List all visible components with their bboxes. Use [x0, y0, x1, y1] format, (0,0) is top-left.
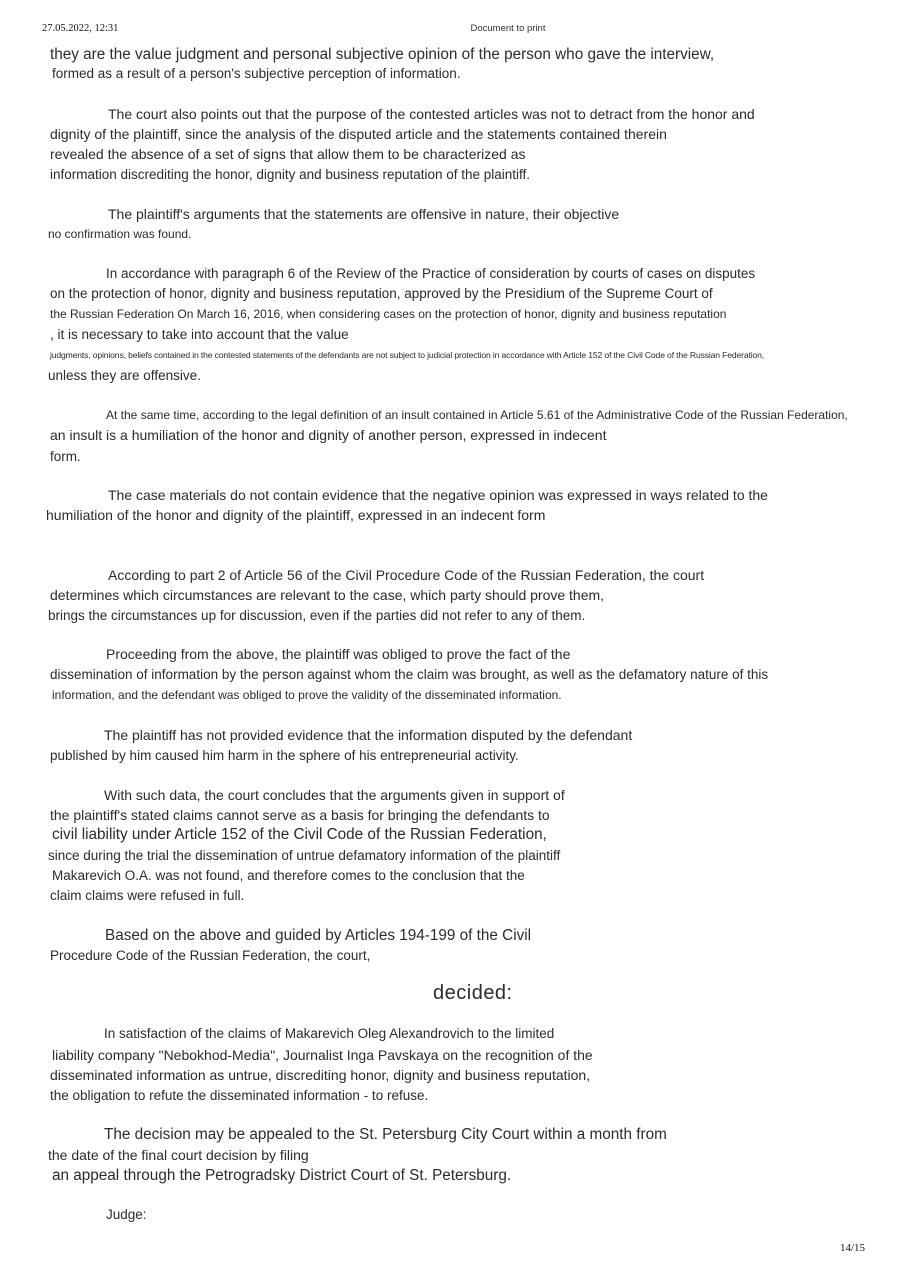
text-line: In accordance with paragraph 6 of the Review of the Practice of consideration by courts of cases on disputes	[106, 266, 756, 281]
text-line: on the protection of honor, dignity and business reputation, approved by the Presidium of the Supreme Court of	[50, 286, 713, 301]
text-line: the obligation to refute the disseminated information - to refuse.	[50, 1088, 429, 1103]
text-line: dissemination of information by the person against whom the claim was brought, as well as the defamatory nature of this	[50, 667, 769, 682]
decision-heading: decided:	[433, 982, 513, 1004]
text-line: The case materials do not contain evidence that the negative opinion was expressed in ways related to the	[108, 487, 768, 503]
text-line: disseminated information as untrue, discrediting honor, dignity and business reputation,	[50, 1067, 591, 1083]
text-line: an insult is a humiliation of the honor and dignity of another person, expressed in indecent	[50, 427, 607, 443]
text-line: Makarevich O.A. was not found, and therefore comes to the conclusion that the	[52, 868, 525, 883]
text-line: unless they are offensive.	[48, 368, 201, 383]
text-line: Based on the above and guided by Articles 194-199 of the Civil	[105, 927, 532, 944]
text-line: information discrediting the honor, dignity and business reputation of the plaintiff.	[50, 167, 531, 182]
text-line: liability company "Nebokhod-Media", Journalist Inga Pavskaya on the recognition of the	[52, 1047, 593, 1063]
text-line: the plaintiff's stated claims cannot serve as a basis for bringing the defendants to	[50, 807, 550, 823]
text-line: At the same time, according to the legal definition of an insult contained in Article 5.61 of the Administrative Code of the Russian Federation,	[106, 408, 848, 422]
text-line: brings the circumstances up for discussion, even if the parties did not refer to any of them.	[48, 608, 586, 623]
text-line: dignity of the plaintiff, since the analysis of the disputed article and the statements contained therein	[50, 126, 667, 142]
text-line: humiliation of the honor and dignity of the plaintiff, expressed in an indecent form	[46, 507, 546, 523]
text-line: the Russian Federation On March 16, 2016, when considering cases on the protection of honor, dignity and business reputation	[50, 307, 727, 321]
page-number: 14/15	[839, 1242, 865, 1254]
text-line: claim claims were refused in full.	[50, 888, 245, 903]
text-line: no confirmation was found.	[48, 227, 192, 241]
text-line: the date of the final court decision by filing	[48, 1147, 309, 1163]
text-line: According to part 2 of Article 56 of the Civil Procedure Code of the Russian Federation, the court	[108, 567, 705, 583]
text-line: judgments, opinions, beliefs contained in the contested statements of the defendants are not subject to judicial protection in accordance with Article 152 of the Civil Code of the Russian Federation,	[50, 350, 764, 360]
text-line: With such data, the court concludes that the arguments given in support of	[104, 787, 565, 803]
text-line: determines which circumstances are relevant to the case, which party should prove them,	[50, 587, 605, 603]
judge-label: Judge:	[106, 1207, 147, 1222]
text-line: Proceeding from the above, the plaintiff was obliged to prove the fact of the	[106, 646, 571, 662]
text-line: The plaintiff's arguments that the statements are offensive in nature, their objective	[108, 206, 620, 222]
print-datetime: 27.05.2022, 12:31	[42, 23, 119, 34]
text-line: The plaintiff has not provided evidence that the information disputed by the defendant	[104, 727, 633, 743]
text-line: , it is necessary to take into account that the value	[50, 327, 349, 342]
text-line: civil liability under Article 152 of the Civil Code of the Russian Federation,	[52, 826, 547, 843]
text-line: revealed the absence of a set of signs that allow them to be characterized as	[50, 146, 526, 162]
text-line: they are the value judgment and personal subjective opinion of the person who gave the interview,	[50, 46, 715, 63]
text-line: since during the trial the dissemination of untrue defamatory information of the plaintiff	[48, 848, 561, 863]
print-title: Document to print	[470, 23, 546, 34]
text-line: The court also points out that the purpose of the contested articles was not to detract from the honor and	[108, 106, 755, 122]
text-line: formed as a result of a person's subjective perception of information.	[52, 66, 461, 81]
text-line: Procedure Code of the Russian Federation, the court,	[50, 948, 371, 963]
text-line: published by him caused him harm in the sphere of his entrepreneurial activity.	[50, 748, 519, 763]
text-line: form.	[50, 449, 81, 464]
text-line: In satisfaction of the claims of Makarevich Oleg Alexandrovich to the limited	[104, 1026, 555, 1041]
text-line: an appeal through the Petrogradsky District Court of St. Petersburg.	[52, 1167, 512, 1184]
text-line: information, and the defendant was obliged to prove the validity of the disseminated information.	[52, 688, 562, 702]
text-line: The decision may be appealed to the St. Petersburg City Court within a month from	[104, 1126, 667, 1143]
